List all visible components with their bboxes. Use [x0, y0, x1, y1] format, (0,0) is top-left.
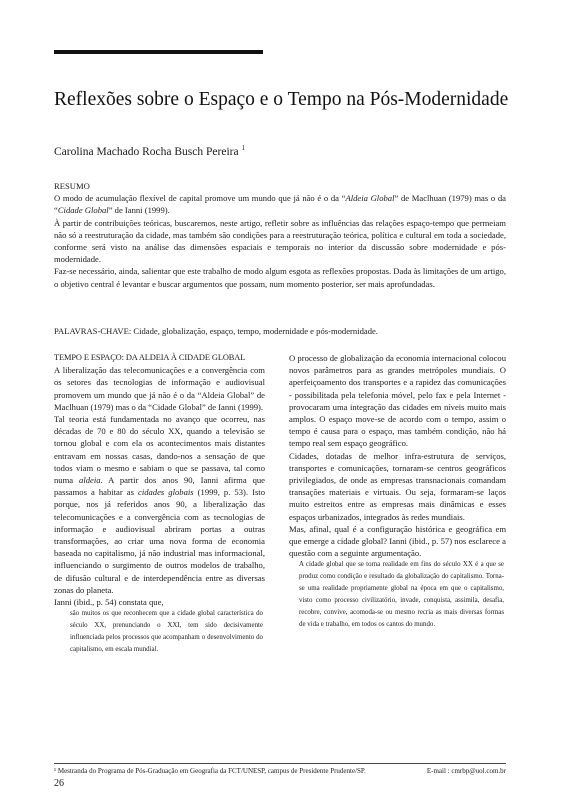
abstract — [54, 180, 506, 290]
abstract-paragraph-1: O modo de acumulação flexível de capital promove um mundo que já não é o da “Aldeia Global” de Maclhuan (1979) mas o da “Cidade Global” de Ianni (1999). — [54, 193, 506, 216]
footnote — [54, 766, 506, 776]
footnote-rule — [54, 763, 506, 764]
abstract-paragraph-2: À partir de contribuições teóricas, buscaremos, neste artigo, refletir sobre as influências das relações espaço-tempo que permeiam não só a reestruturação da cidade, mas também são condições para a reestruturação teórica, política e cultural em toda a sociedade, conforme será visto na análise das dimensões espaciais e temporais no interior da discussão sobre modernidade e pós-modernidade. — [54, 217, 506, 265]
footnote-text: ¹ Mestranda do Programa de Pós-Graduação em Geografia da FCT/UNESP, campus de Presidente Prudente/SP. — [54, 767, 366, 775]
left-paragraph-3: Ianni (ibid., p. 54) constata que, — [54, 597, 164, 608]
abstract-heading: RESUMO — [54, 181, 90, 191]
right-paragraph-3: Mas, afinal, qual é a configuração histórica e geográfica em que emerge a cidade global? Ianni (ibid., p. 57) nos esclarece a questão com a seguinte argumentação. — [289, 523, 506, 559]
right-paragraph-2: Cidades, dotadas de melhor infra-estrutura de serviços, transportes e comunicações, tornaram-se centros geográficos privilegiados, de onde as empresas transnacionais comandam transações materiais e virtuais. Ou seja, formaram-se laços muito estreitos entre as empresas mais dinâmicas e esses espaços urbanizados, integrados às redes mundiais. — [289, 450, 506, 522]
footnote-email: E-mail : cmrbp@uol.com.br — [426, 767, 506, 775]
section-heading: TEMPO E ESPAÇO: DA ALDEIA À CIDADE GLOBAL — [54, 353, 246, 362]
author-line — [54, 141, 245, 159]
abstract-paragraph-3: Faz-se necessário, ainda, salientar que este trabalho de modo algum esgota as reflexões propostas. Dada às limitações de um artigo, o objetivo central é levantar e buscar argumentos que possam, num momento posterior, ser mais aprofundadas. — [54, 266, 506, 289]
author-footnote-mark: 1 — [241, 144, 245, 152]
right-paragraph-1: O processo de globalização da economia internacional colocou novos parâmetros para as grandes metrópoles mundiais. O aperfeiçoamento dos transportes e a rapidez das comunicações - possibilitada pela telefonia móvel, pelo fax e pela Internet - provocaram uma integração das cidades em níveis muito mais amplos. O espaço move-se de acordo com o tempo, assim o tempo é causa para o espaço, mas também condição, não há tempo real sem espaço geográfico. — [289, 353, 506, 449]
header-rule — [54, 50, 263, 54]
right-column — [289, 352, 506, 631]
left-column — [54, 352, 265, 656]
left-paragraph-2: Tal teoria está fundamentada no avanço que ocorreu, nas décadas de 70 e 80 do século XX, quando a televisão se tornou global e com ela os acontecimentos mais distantes entravam em nossas casas, dando-nos a sensação de que todos viam o mesmo e sabiam o que se passava, tal como numa aldeia. A partir dos anos 90, Ianni afirma que passamos a habitar as cidades globais (1999, p. 53). Isto porque, nos já referidos anos 90, a liberalização das telecomunicações e a convergência com as tecnologias de informação e audiovisual abriram portas a outras transformações, ao criar uma nova forma de economia baseada no capitalismo, já não industrial mas informacional, influenciando o surgimento de outros modelos de trabalho, de difusão cultural e de interdependência entre as diversas zonas do planeta. — [54, 414, 265, 595]
right-block-quote: A cidade global que se torna realidade em fins do século XX é a que se produz como condição e resultado da globalização do capitalismo. Torna-se uma realidade propriamente global na época em que o capitalismo, visto como processo civilizatório, invade, conquista, assimila, desafia, recobre, convive, acomoda-se ou mesmo recria as mais diversas formas de vida e trabalho, em todos os cantos do mundo. — [299, 561, 504, 629]
left-block-quote: são muitos os que reconhecem que a cidade global característica do século XX, prenunciando o XXI, tem sido decisivamente influenciada pelos processos que acompanham o desenvolvimento do capitalismo, em escala mundial. — [70, 610, 263, 654]
article-title: Reflexões sobre o Espaço e o Tempo na Pós-Modernidade — [54, 89, 509, 110]
page-number: 26 — [54, 778, 64, 789]
author-name: Carolina Machado Rocha Busch Pereira — [54, 145, 239, 158]
keywords: PALAVRAS-CHAVE: Cidade, globalização, espaço, tempo, modernidade e pós-modernidade. — [54, 326, 378, 336]
left-paragraph-1: A liberalização das telecomunicações e a convergência com os setores das tecnologias de informação e audiovisual promovem um mundo que já não é o da “Aldeia Global” de Maclhuan (1979) mas o da “Cidade Global” de Ianni (1999). — [54, 365, 265, 412]
